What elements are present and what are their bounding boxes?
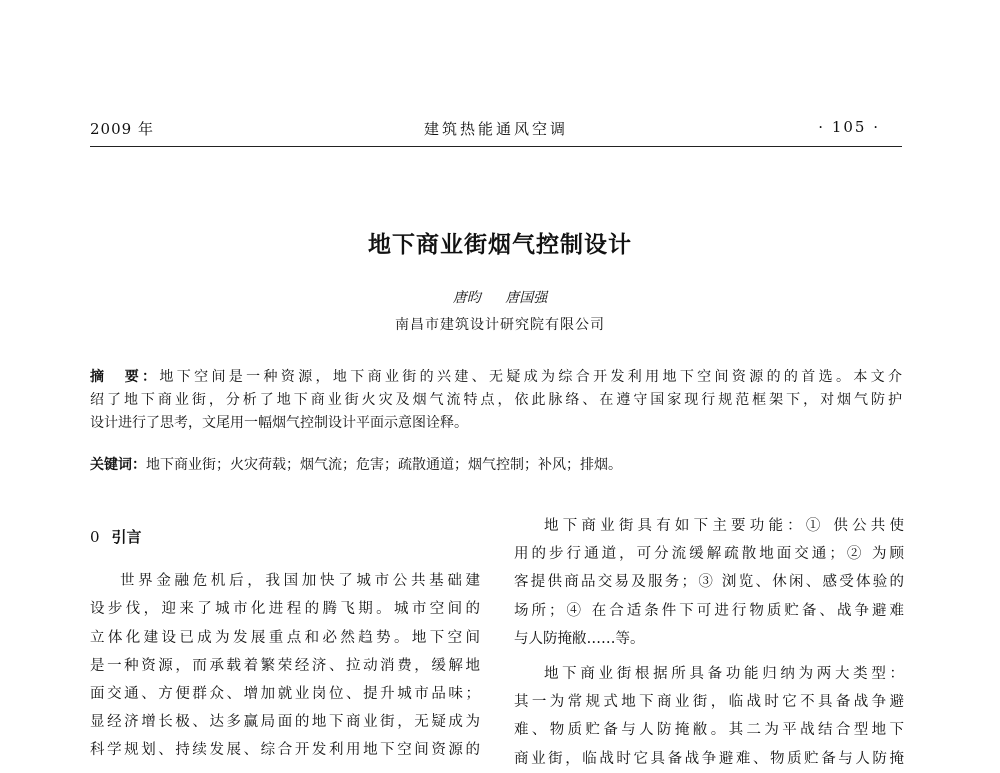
body-line: 商业街，临战时它具备战争避难、物质贮备与人防掩: [514, 750, 904, 767]
body-line: 地下商业街根据所具备功能归纳为两大类型：: [544, 665, 904, 682]
article-title: 地下商业街烟气控制设计: [368, 232, 632, 258]
header-page-number: · 105 ·: [818, 118, 880, 136]
abstract-line: 绍了地下商业街，分析了地下商业街火灾及烟气流特点，依此脉络、在遵守国家现行规范框架下，对烟气防护: [90, 392, 902, 408]
left-column: [90, 512, 480, 765]
body-line: 面交通、方便群众、增加就业岗位、提升城市品味；: [90, 685, 480, 702]
body-line: 与人防掩敝……等。: [514, 630, 645, 647]
body-line: 是一种资源，而承载着繁荣经济、拉动消费，缓解地: [90, 657, 480, 674]
body-line: 地下商业街具有如下主要功能：① 供公共使: [544, 518, 904, 534]
section-title: 引言: [111, 528, 142, 546]
header-year: 2009 年: [90, 120, 154, 138]
abstract-line: 设计进行了思考，文尾用一幅烟气控制设计平面示意图诠释。: [90, 415, 468, 431]
body-line: 显经济增长极、达多赢局面的地下商业街，无疑成为: [90, 714, 480, 731]
author-affiliation: 南昌市建筑设计研究院有限公司: [395, 317, 605, 333]
running-header: [90, 118, 902, 142]
author-list: [0, 287, 1000, 307]
abstract-line: [90, 366, 902, 389]
body-line: 设步伐，迎来了城市化进程的腾飞期。城市空间的: [90, 601, 480, 618]
header-rule: [90, 146, 902, 147]
body-line: 场所；④ 在合适条件下可进行物质贮备、战争避难: [514, 602, 904, 619]
body-line: 难、物质贮备与人防掩敝。其二为平战结合型地下: [514, 722, 904, 739]
keywords-text: 地下商业街；火灾荷载；烟气流；危害；疏散通道；烟气控制；补风；排烟。: [146, 457, 622, 473]
keywords-block: [90, 454, 902, 477]
keywords-line: [90, 454, 902, 477]
body-line: 用的步行通道，可分流缓解疏散地面交通；② 为顾: [514, 546, 904, 563]
paragraph-gap: [514, 653, 904, 660]
section-number: 0: [90, 528, 100, 546]
author-name: 唐国强: [505, 290, 548, 306]
body-line: 其一为常规式地下商业街，临战时它不具备战争避: [514, 694, 904, 711]
abstract-text: 地下空间是一种资源，地下商业街的兴建、无疑成为综合开发利用地下空间资源的的首选。本文介: [159, 369, 903, 385]
body-line: 立体化建设已成为发展重点和必然趋势。地下空间: [90, 629, 480, 646]
body-line: 科学规划、持续发展、综合开发利用地下空间资源的: [90, 742, 480, 759]
abstract-label: 摘 要：: [90, 369, 160, 385]
keywords-label: 关键词：: [90, 457, 146, 473]
body-line: 客提供商品交易及服务；③ 浏览、休闲、感受体验的: [514, 574, 904, 591]
abstract-block: [90, 366, 902, 435]
body-line: 世界金融危机后，我国加快了城市公共基础建: [120, 573, 480, 590]
section-heading: [90, 523, 480, 551]
author-name: 唐昀: [452, 290, 481, 306]
right-column: [514, 512, 904, 773]
header-journal-name: 建筑热能通风空调: [423, 120, 568, 138]
